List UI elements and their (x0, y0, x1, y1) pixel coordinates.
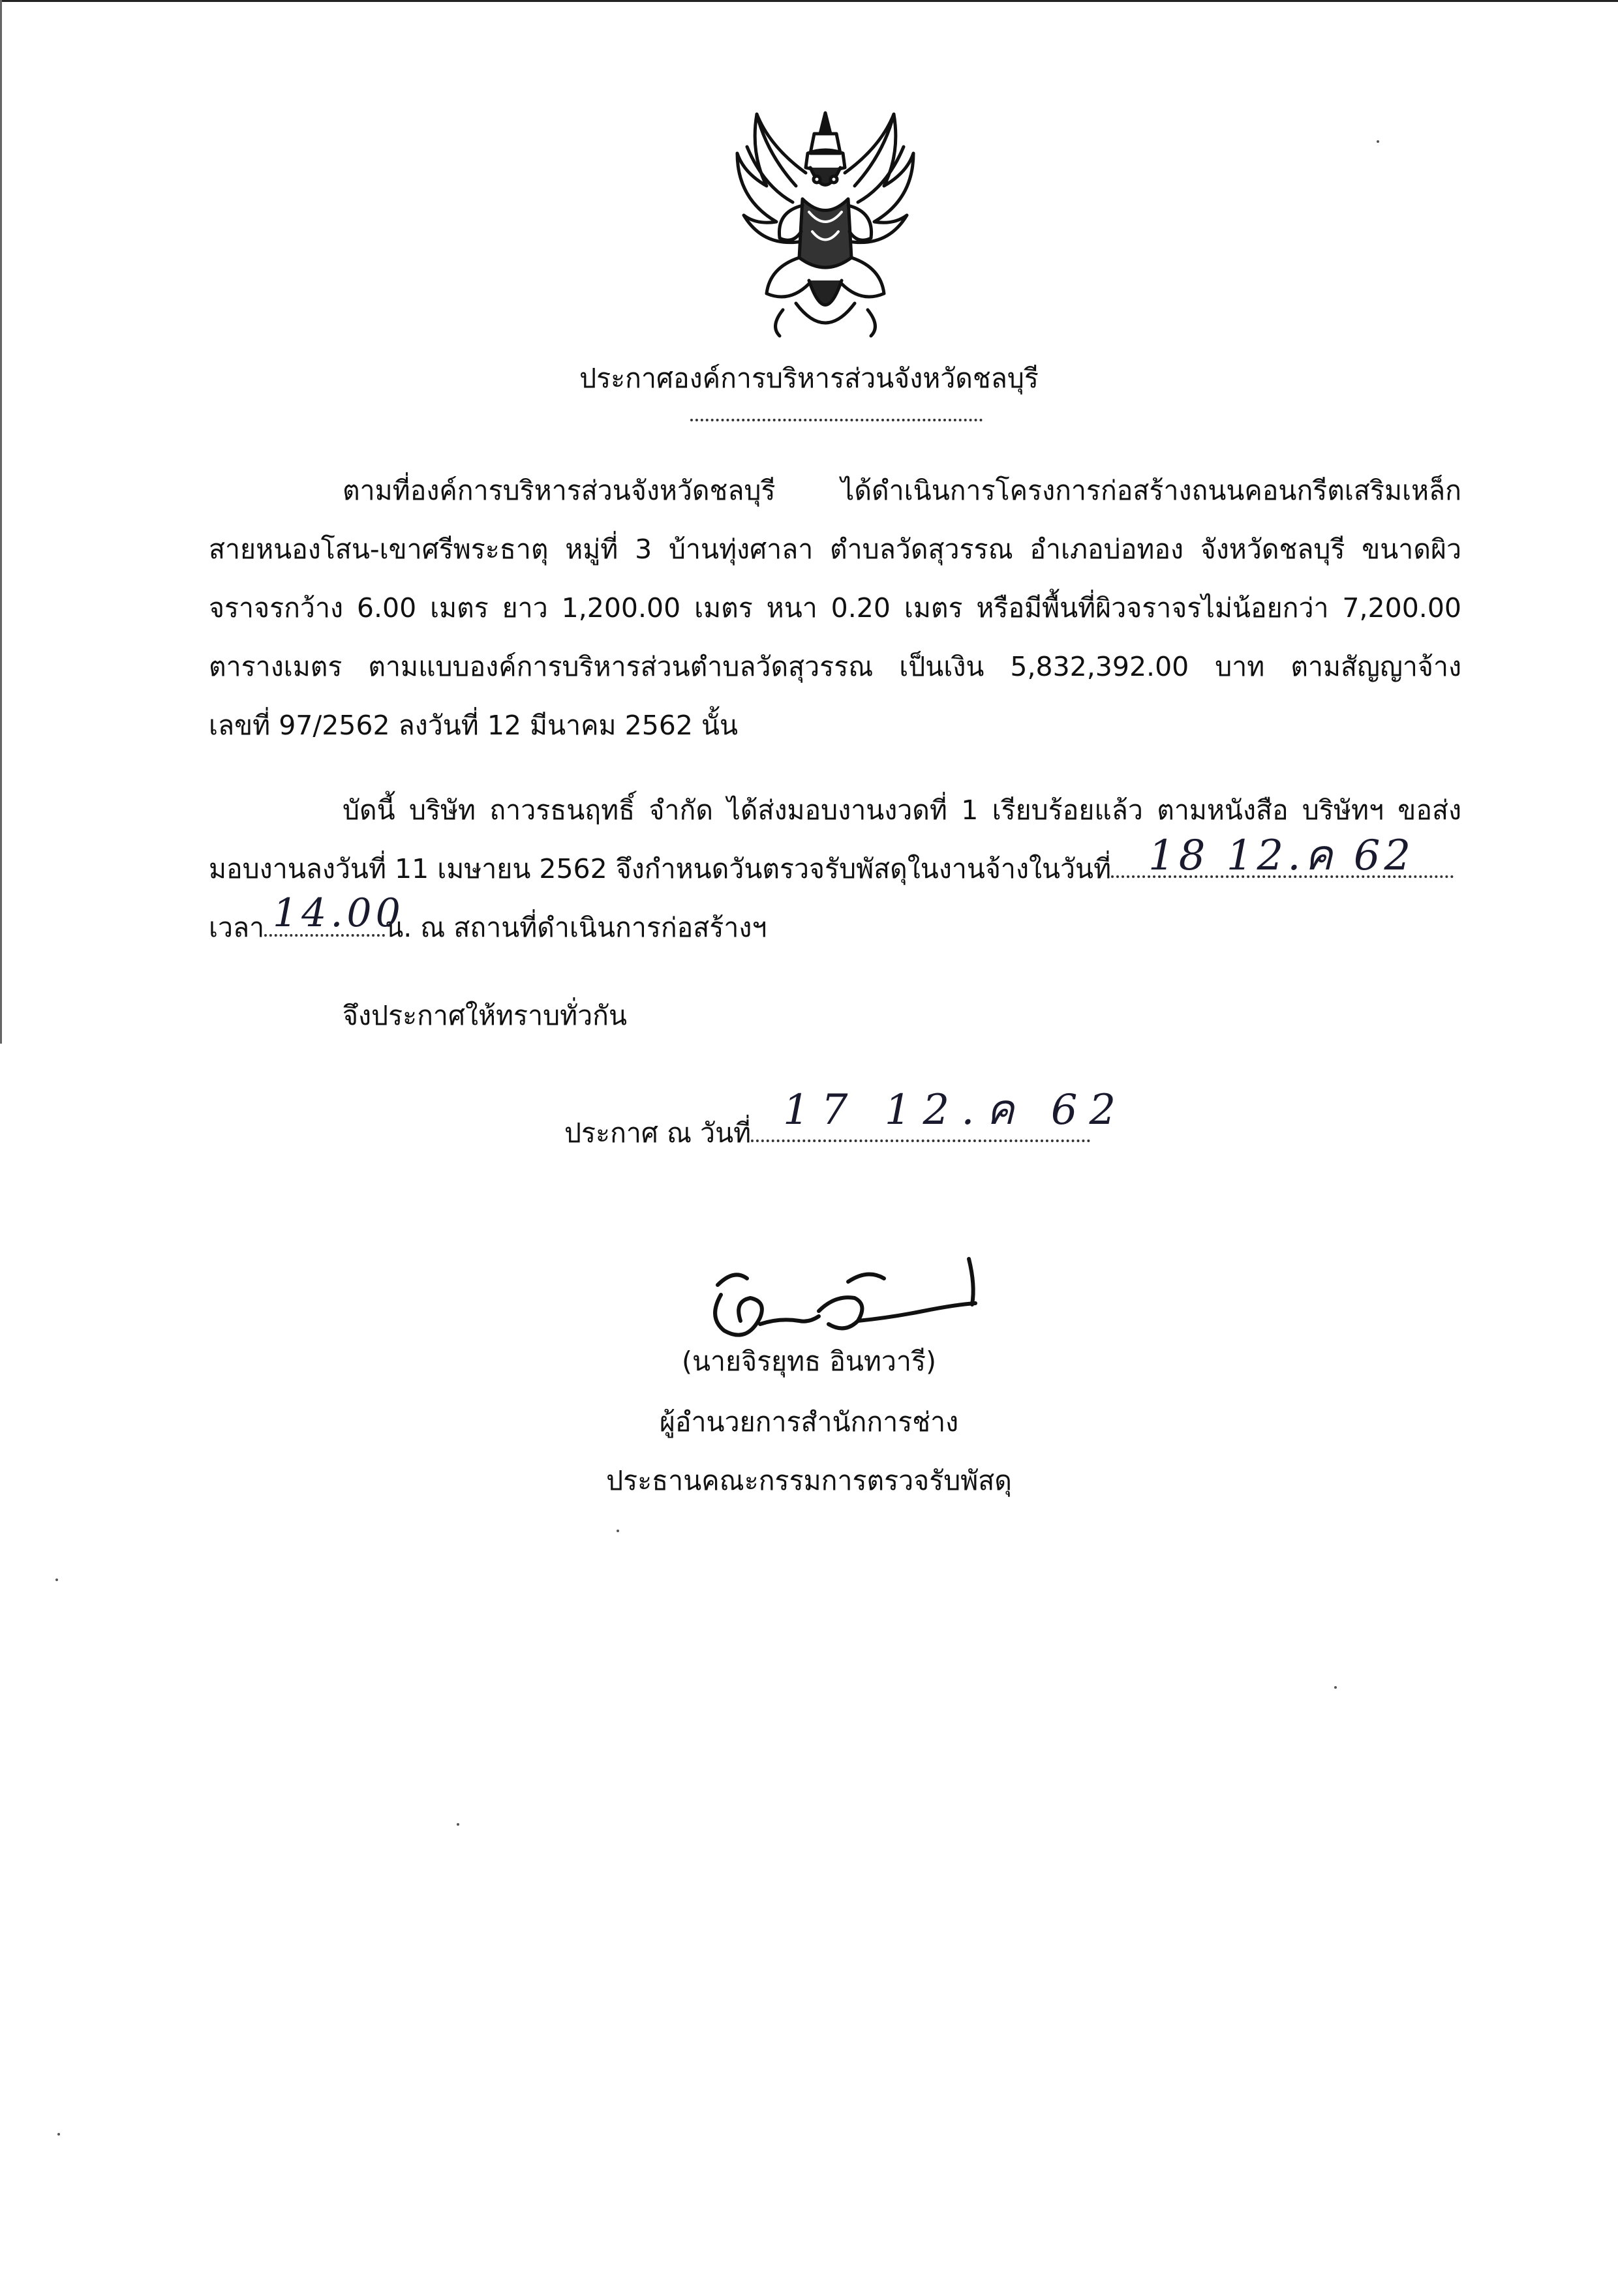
handwritten-inspection-time: 14.00 (273, 890, 404, 936)
title-dotted-rule (690, 419, 983, 421)
signatory-position: ผู้อำนวยการสำนักการช่าง (659, 1406, 959, 1438)
scan-edge-left (0, 0, 2, 1044)
paragraph-line: เลขที่ 97/2562 ลงวันที่ 12 มีนาคม 2562 นั้น (209, 710, 739, 741)
paragraph-line: ตารางเมตร ตามแบบองค์การบริหารส่วนตำบลวัดสุวรรณ เป็นเงิน 5,832,392.00 บาท ตามสัญญาจ้าง (209, 651, 1461, 682)
paragraph-line: ตามที่องค์การบริหารส่วนจังหวัดชลบุรี ได้ดำเนินการโครงการก่อสร้างถนนคอนกรีตเสริมเหล็ก (343, 475, 1461, 506)
scan-speck (617, 1530, 619, 1532)
paragraph-line: สายหนองโสน-เขาศรีพระธาตุ หมู่ที่ 3 บ้านทุ่งศาลา ตำบลวัดสุวรรณ อำเภอบ่อทอง จังหวัดชลบุรี ขนาดผิว (209, 534, 1461, 565)
inspection-date-label: มอบงานลงวันที่ 11 เมษายน 2562 จึงกำหนดวันตรวจรับพัสดุในงานจ้างในวันที่ (209, 853, 1112, 884)
signatory-name: (นายจิรยุทธ อินทวารี) (682, 1346, 936, 1377)
scan-speck (457, 1823, 459, 1826)
scan-speck (55, 1578, 58, 1581)
scan-edge-top (0, 0, 1618, 2)
inspection-time-suffix: น. ณ สถานที่ดำเนินการก่อสร้างฯ (385, 912, 767, 943)
announcement-title: ประกาศองค์การบริหารส่วนจังหวัดชลบุรี (579, 363, 1039, 394)
signatory-role: ประธานคณะกรรมการตรวจรับพัสดุ (606, 1465, 1012, 1496)
handwritten-inspection-date: 18 12.ค 62 (1148, 832, 1415, 880)
paragraph-line: บัดนี้ บริษัท ถาวรธนฤทธิ์ จำกัด ได้ส่งมอบงานงวดที่ 1 เรียบร้อยแล้ว ตามหนังสือ บริษัทฯ ขอส่ง (343, 794, 1461, 826)
scan-speck (57, 2133, 60, 2136)
inspection-time-label: เวลา (209, 912, 265, 943)
announce-date-label: ประกาศ ณ วันที่ (564, 1117, 752, 1149)
scan-speck (1334, 1686, 1337, 1689)
scan-speck (1377, 140, 1379, 143)
paragraph-line: จราจรกว้าง 6.00 เมตร ยาว 1,200.00 เมตร หนา 0.20 เมตร หรือมีพื้นที่ผิวจราจรไม่น้อยกว่า 7,200.00 (209, 592, 1461, 624)
closing-text: จึงประกาศให้ทราบทั่วกัน (343, 1000, 628, 1031)
garuda-emblem (731, 108, 920, 342)
handwritten-announce-date: 17 12.ค 62 (783, 1086, 1128, 1134)
